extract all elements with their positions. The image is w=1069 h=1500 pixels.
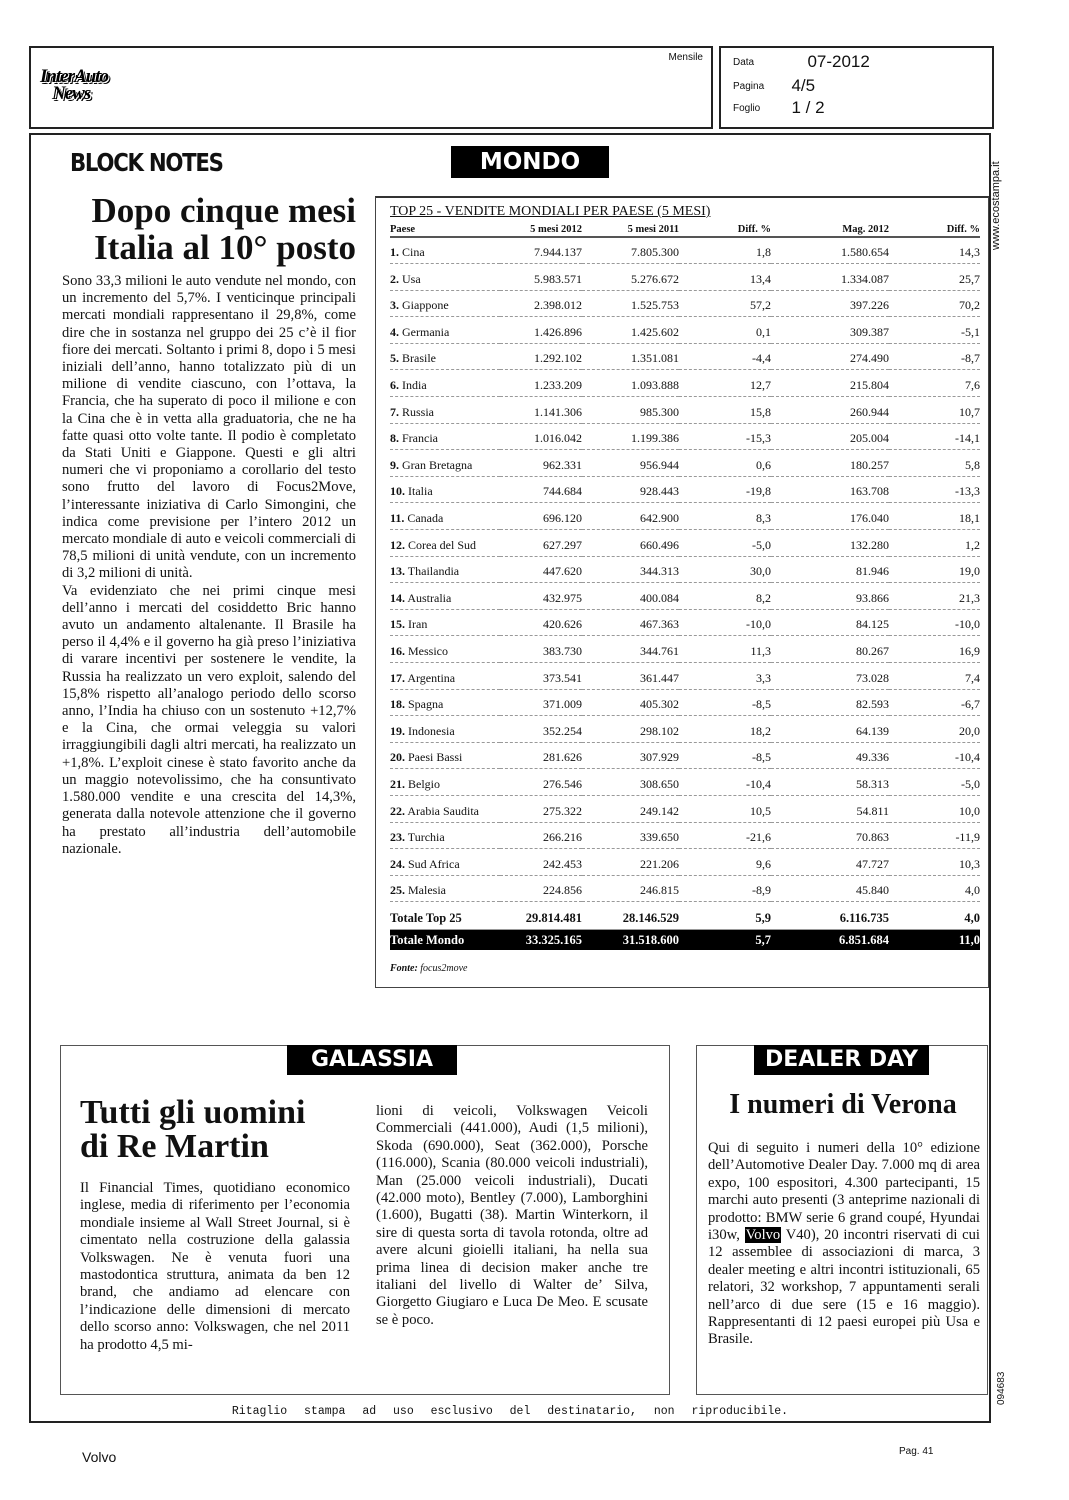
value-cell-diff: 57,2	[679, 290, 771, 317]
value-cell-diff_may: 19,0	[889, 556, 980, 583]
country-cell: 2. Usa	[390, 264, 500, 291]
value-cell-v2012: 432.975	[500, 583, 582, 610]
value-cell-v2012: 383.730	[500, 636, 582, 663]
table-source: Fonte: focus2move	[390, 963, 468, 974]
value-cell-may2012: 260.944	[771, 397, 889, 424]
galassia-body-col2: lioni di veicoli, Volkswagen Veicoli Commerciali (441.000), Audi (1,5 milioni), Skoda (690.000), Seat (362.000), Porsche (116.000), Scania (80.000 veicoli industriali), Man (25.000 veicoli industriali), Ducati (42.000 moto), Bentley (7.000), Lamborghini (1.600), Bugatti (38). Martin Winterkorn, il sire di questa sorta di tavola rotonda, oltre ad avere alcuni gioielli italiani, ha nella sua prima linea di decision maker anche tre italiani del livello di Walter de’ Silva, Giorgetto Giugiaro e Luca De Meo. E scusate se è poco.	[376, 1103, 648, 1328]
value-cell-diff: 10,5	[679, 795, 771, 822]
country-cell: 4. Germania	[390, 317, 500, 344]
value-cell-v2012: 266.216	[500, 822, 582, 849]
value-cell-diff_may: 10,3	[889, 849, 980, 876]
value-cell-diff_may: 21,3	[889, 583, 980, 610]
table-row	[390, 609, 980, 636]
galassia-headline: Tutti gli uomini di Re Martin	[80, 1094, 306, 1165]
table-row	[390, 343, 980, 370]
value-cell-diff_may: 18,1	[889, 503, 980, 530]
country-cell: 14. Australia	[390, 583, 500, 610]
value-cell-v2012: 352.254	[500, 716, 582, 743]
value-cell-v2011: 467.363	[582, 609, 679, 636]
table-row	[390, 769, 980, 796]
value-cell-diff_may: 5,8	[889, 450, 980, 477]
value-cell-v2011: 298.102	[582, 716, 679, 743]
sales-table	[390, 222, 980, 950]
masthead-box	[29, 46, 713, 129]
value-cell-v2011: 5.276.672	[582, 264, 679, 291]
table-header-row	[390, 222, 980, 237]
value-cell-v2011: 307.929	[582, 742, 679, 769]
article-body	[62, 273, 356, 858]
section-tag-galassia: GALASSIA	[287, 1045, 457, 1075]
value-cell-diff_may: -10,4	[889, 742, 980, 769]
value-cell-v2011: 1.525.753	[582, 290, 679, 317]
table-row	[390, 370, 980, 397]
value-cell-diff_may: -8,7	[889, 343, 980, 370]
meta-sheet: Foglio 1 / 2	[733, 98, 825, 117]
value-cell-diff_may: 70,2	[889, 290, 980, 317]
value-cell-diff: 13,4	[679, 264, 771, 291]
value-cell-v2011: 642.900	[582, 503, 679, 530]
value-cell-v2012: 7.944.137	[500, 237, 582, 264]
value-cell-may2012: 70.863	[771, 822, 889, 849]
publication-logo	[40, 68, 108, 102]
value-cell-may2012: 84.125	[771, 609, 889, 636]
col-header: 5 mesi 2012	[500, 222, 582, 237]
country-cell: 20. Paesi Bassi	[390, 742, 500, 769]
value-cell-v2012: 281.626	[500, 742, 582, 769]
value-cell-may2012: 205.004	[771, 423, 889, 450]
value-cell-may2012: 309.387	[771, 317, 889, 344]
value-cell-may2012: 274.490	[771, 343, 889, 370]
value-cell-v2011: 308.650	[582, 769, 679, 796]
table-row	[390, 503, 980, 530]
value-cell-diff: -8,5	[679, 689, 771, 716]
table-row	[390, 290, 980, 317]
value-cell-may2012: 163.708	[771, 476, 889, 503]
country-cell: 5. Brasile	[390, 343, 500, 370]
value-cell-v2011: 246.815	[582, 875, 679, 902]
table-row	[390, 716, 980, 743]
value-cell-may2012: 81.946	[771, 556, 889, 583]
value-cell-diff_may: 10,0	[889, 795, 980, 822]
country-cell: 9. Gran Bretagna	[390, 450, 500, 477]
table-title: TOP 25 - VENDITE MONDIALI PER PAESE (5 MESI)	[390, 204, 711, 219]
value-cell-diff_may: -5,0	[889, 769, 980, 796]
value-cell-diff: 0,1	[679, 317, 771, 344]
value-cell-v2011: 344.761	[582, 636, 679, 663]
value-cell-v2011: 928.443	[582, 476, 679, 503]
article-paragraph: Sono 33,3 milioni le auto vendute nel mondo, con un incremento del 5,7%. I venticinque principali mercati mondiali rappresentano il 29,8%, come dire che in sostanza nel gruppo dei 25 c’è il fior fiore dei mercati. Soltanto i primi 8, dopo i 5 mesi iniziali dell’anno, hanno totalizzato più di un milione di vendite ciascuno, con l’ottava, la Francia, che ha superato di poco il milione e con la Cina che è in vetta alla graduatoria, che ne ha fatte quasi otto volte tante. Il podio è completato da Stati Uniti e Giappone. Questi e gli altri numeri che vi proponiamo a corollario del testo sono frutto del lavoro di Focus2Move, l’interessante iniziativa di Carlo Simongini, che indica come previsione per l’intero 2012 un mercato mondiale di auto e veicoli commerciali di 78,5 milioni di unità vendute, con un incremento di 3,2 milioni di unità.	[62, 273, 356, 582]
value-cell-v2011: 1.425.602	[582, 317, 679, 344]
value-cell-may2012: 180.257	[771, 450, 889, 477]
value-cell-v2012: 1.426.896	[500, 317, 582, 344]
value-cell-diff_may: -6,7	[889, 689, 980, 716]
country-cell: 21. Belgio	[390, 769, 500, 796]
value-cell-may2012: 73.028	[771, 663, 889, 690]
col-header: 5 mesi 2011	[582, 222, 679, 237]
article-headline: Dopo cinque mesi Italia al 10° posto	[91, 191, 356, 267]
value-cell-v2011: 221.206	[582, 849, 679, 876]
value-cell-may2012: 1.334.087	[771, 264, 889, 291]
value-cell-diff: 0,6	[679, 450, 771, 477]
value-cell-may2012: 47.727	[771, 849, 889, 876]
meta-page: Pagina 4/5	[733, 76, 816, 95]
value-cell-v2012: 447.620	[500, 556, 582, 583]
value-cell-may2012: 1.580.654	[771, 237, 889, 264]
value-cell-v2011: 7.805.300	[582, 237, 679, 264]
value-cell-v2011: 1.093.888	[582, 370, 679, 397]
table-row	[390, 636, 980, 663]
country-cell: 23. Turchia	[390, 822, 500, 849]
value-cell-v2012: 420.626	[500, 609, 582, 636]
country-cell: 1. Cina	[390, 237, 500, 264]
value-cell-may2012: 176.040	[771, 503, 889, 530]
value-cell-v2012: 1.292.102	[500, 343, 582, 370]
logo-line1: InterAuto	[40, 66, 109, 87]
value-cell-may2012: 45.840	[771, 875, 889, 902]
value-cell-diff: -8,9	[679, 875, 771, 902]
table-total-world-row: Totale Mondo 33.325.165 31.518.600 5,7 6.851.684 11,0	[390, 930, 980, 950]
value-cell-v2011: 660.496	[582, 530, 679, 557]
value-cell-v2011: 956.944	[582, 450, 679, 477]
value-cell-diff: -19,8	[679, 476, 771, 503]
value-cell-diff_may: 7,6	[889, 370, 980, 397]
frequency-label: Mensile	[668, 52, 703, 63]
table-row	[390, 849, 980, 876]
country-cell: 25. Malesia	[390, 875, 500, 902]
value-cell-diff: 11,3	[679, 636, 771, 663]
col-header: Diff. %	[889, 222, 980, 237]
clipping-code: 094683	[996, 1371, 1007, 1405]
country-cell: 16. Messico	[390, 636, 500, 663]
value-cell-diff_may: -11,9	[889, 822, 980, 849]
value-cell-diff_may: 20,0	[889, 716, 980, 743]
value-cell-may2012: 397.226	[771, 290, 889, 317]
value-cell-diff: 3,3	[679, 663, 771, 690]
country-cell: 3. Giappone	[390, 290, 500, 317]
value-cell-v2012: 242.453	[500, 849, 582, 876]
country-cell: 6. India	[390, 370, 500, 397]
country-cell: 24. Sud Africa	[390, 849, 500, 876]
section-tag-mondo: MONDO	[451, 146, 609, 178]
table-row	[390, 556, 980, 583]
dealer-day-body: Qui di seguito i numeri della 10° edizione dell’Automotive Dealer Day. 7.000 mq di area expo, 100 espositori, 4.300 partecipanti, 15 marchi auto presenti (3 anteprime nazionali di prodotto: BMW serie 6 grand coupé, Hyundai i30w, Volvo V40), 20 incontri riservati di cui 12 assemblee di associazioni di marca, 3 dealer meeting e altri incontri istituzionali, 65 relatori, 32 workshop, 7 appuntamenti serali nell’arco di due sere (15 e 16 maggio). Rappresentanti di 12 paesi europei più Usa e Brasile.	[708, 1140, 980, 1348]
value-cell-may2012: 54.811	[771, 795, 889, 822]
value-cell-v2011: 1.351.081	[582, 343, 679, 370]
value-cell-diff_may: 25,7	[889, 264, 980, 291]
meta-date: Data 07-2012	[733, 52, 870, 71]
value-cell-diff_may: -14,1	[889, 423, 980, 450]
value-cell-diff: 12,7	[679, 370, 771, 397]
value-cell-diff_may: 16,9	[889, 636, 980, 663]
value-cell-v2012: 275.322	[500, 795, 582, 822]
value-cell-diff: 30,0	[679, 556, 771, 583]
value-cell-diff_may: 7,4	[889, 663, 980, 690]
value-cell-v2011: 405.302	[582, 689, 679, 716]
value-cell-diff: 18,2	[679, 716, 771, 743]
value-cell-diff: 8,2	[679, 583, 771, 610]
value-cell-v2012: 5.983.571	[500, 264, 582, 291]
value-cell-diff: -15,3	[679, 423, 771, 450]
country-cell: 11. Canada	[390, 503, 500, 530]
value-cell-diff: 15,8	[679, 397, 771, 424]
value-cell-may2012: 215.804	[771, 370, 889, 397]
col-header: Mag. 2012	[771, 222, 889, 237]
value-cell-v2011: 985.300	[582, 397, 679, 424]
value-cell-v2012: 696.120	[500, 503, 582, 530]
ecostampa-watermark: www.ecostampa.it	[990, 161, 1002, 250]
country-cell: 19. Indonesia	[390, 716, 500, 743]
value-cell-diff: 8,3	[679, 503, 771, 530]
value-cell-diff_may: 1,2	[889, 530, 980, 557]
country-cell: 22. Arabia Saudita	[390, 795, 500, 822]
country-cell: 13. Thailandia	[390, 556, 500, 583]
table-row	[390, 583, 980, 610]
value-cell-v2012: 373.541	[500, 663, 582, 690]
table-row	[390, 822, 980, 849]
value-cell-diff: -10,4	[679, 769, 771, 796]
value-cell-v2012: 1.016.042	[500, 423, 582, 450]
value-cell-v2012: 276.546	[500, 769, 582, 796]
table-row	[390, 237, 980, 264]
value-cell-v2011: 361.447	[582, 663, 679, 690]
col-header: Paese	[390, 222, 500, 237]
value-cell-diff: -8,5	[679, 742, 771, 769]
value-cell-v2012: 962.331	[500, 450, 582, 477]
country-cell: 15. Iran	[390, 609, 500, 636]
value-cell-v2011: 344.313	[582, 556, 679, 583]
value-cell-v2012: 371.009	[500, 689, 582, 716]
value-cell-diff_may: -13,3	[889, 476, 980, 503]
country-cell: 17. Argentina	[390, 663, 500, 690]
table-row	[390, 875, 980, 902]
table-row	[390, 663, 980, 690]
value-cell-diff_may: -5,1	[889, 317, 980, 344]
section-tag-dealer-day: DEALER DAY	[754, 1045, 929, 1075]
value-cell-may2012: 93.866	[771, 583, 889, 610]
value-cell-v2011: 400.084	[582, 583, 679, 610]
article-paragraph: Va evidenziato che nei primi cinque mesi dell’anno i mercati del cosiddetto Bric hanno avuto un andamento altalenante. Il Brasile ha perso il 4,4% e il governo ha già preso l’iniziativa di varare incentivi per sostenere le vendite, la Russia ha realizzato un vero exploit, salendo del 15,8% rispetto all’analogo periodo dello scorso anno, l’India ha chiuso con un sostenuto +12,7% e la Cina, che ormai veleggia su valori irraggiungibili dagli altri mercati, ha realizzato un +1,8%. L’exploit cinese è stato favorito anche da un maggio notevolissimo, che ha consuntivato 1.580.000 vendite e una crescita del 14,3%, generata dalla notevole attenzione che il governo ha prestato all’industria dell’automobile nazionale.	[62, 582, 356, 857]
value-cell-may2012: 58.313	[771, 769, 889, 796]
value-cell-diff: 1,8	[679, 237, 771, 264]
table-row	[390, 795, 980, 822]
value-cell-may2012: 132.280	[771, 530, 889, 557]
table-row	[390, 476, 980, 503]
value-cell-may2012: 82.593	[771, 689, 889, 716]
value-cell-diff_may: 4,0	[889, 875, 980, 902]
value-cell-v2012: 627.297	[500, 530, 582, 557]
value-cell-v2012: 224.856	[500, 875, 582, 902]
value-cell-v2012: 2.398.012	[500, 290, 582, 317]
value-cell-v2011: 339.650	[582, 822, 679, 849]
value-cell-may2012: 64.139	[771, 716, 889, 743]
client-name: Volvo	[82, 1449, 117, 1465]
highlighted-keyword: Volvo	[745, 1227, 781, 1244]
value-cell-v2011: 249.142	[582, 795, 679, 822]
table-row	[390, 742, 980, 769]
value-cell-diff: -5,0	[679, 530, 771, 557]
section-block-notes: BLOCK NOTES	[70, 148, 223, 177]
value-cell-diff_may: -10,0	[889, 609, 980, 636]
value-cell-v2012: 1.233.209	[500, 370, 582, 397]
table-total-top25-row: Totale Top 25 29.814.481 28.146.529 5,9 6.116.735 4,0	[390, 902, 980, 930]
table-row	[390, 423, 980, 450]
issue-meta-box	[719, 46, 994, 129]
table-row	[390, 450, 980, 477]
table-row	[390, 689, 980, 716]
value-cell-may2012: 49.336	[771, 742, 889, 769]
copyright-notice: Ritaglio stampa ad uso esclusivo del destinatario, non riproducibile.	[231, 1405, 789, 1418]
value-cell-may2012: 80.267	[771, 636, 889, 663]
value-cell-diff: -4,4	[679, 343, 771, 370]
value-cell-diff_may: 14,3	[889, 237, 980, 264]
table-row	[390, 317, 980, 344]
country-cell: 12. Corea del Sud	[390, 530, 500, 557]
country-cell: 18. Spagna	[390, 689, 500, 716]
logo-line2: News	[52, 83, 91, 104]
galassia-body-col1: Il Financial Times, quotidiano economico inglese, media di riferimento per l’economia mondiale insieme al Wall Street Journal, si è cimentato nella costruzione della galassia Volkswagen. Ne è venuta fuori una mastodontica struttura, animata da ben 12 brand, che andiamo ad elencare con l’indicazione delle dimensioni di mercato dello scorso anno: Volkswagen, che nel 2011 ha prodotto 4,5 mi-	[80, 1180, 350, 1353]
value-cell-v2011: 1.199.386	[582, 423, 679, 450]
page-number: Pag. 41	[899, 1446, 934, 1457]
country-cell: 8. Francia	[390, 423, 500, 450]
table-row	[390, 264, 980, 291]
country-cell: 10. Italia	[390, 476, 500, 503]
value-cell-v2012: 1.141.306	[500, 397, 582, 424]
dealer-day-headline: I numeri di Verona	[729, 1089, 957, 1120]
country-cell: 7. Russia	[390, 397, 500, 424]
col-header: Diff. %	[679, 222, 771, 237]
value-cell-diff: 9,6	[679, 849, 771, 876]
table-row	[390, 397, 980, 424]
table-row	[390, 530, 980, 557]
value-cell-v2012: 744.684	[500, 476, 582, 503]
value-cell-diff: -21,6	[679, 822, 771, 849]
value-cell-diff_may: 10,7	[889, 397, 980, 424]
value-cell-diff: -10,0	[679, 609, 771, 636]
